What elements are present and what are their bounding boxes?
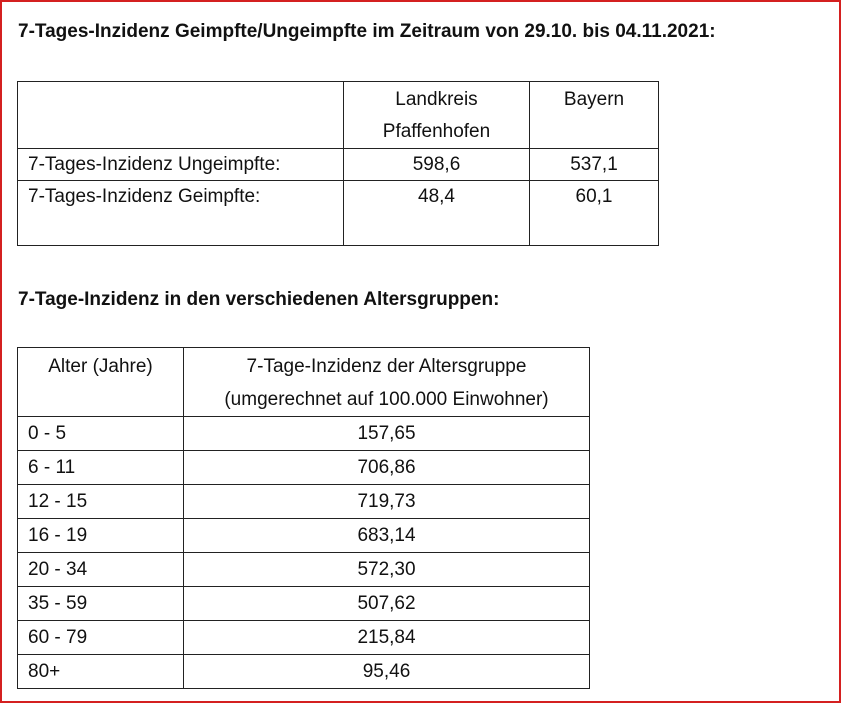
age-cell: 0 - 5 bbox=[18, 417, 184, 451]
age-group-incidence-table bbox=[17, 347, 590, 689]
age-cell: 35 - 59 bbox=[18, 587, 184, 621]
table-row bbox=[18, 149, 659, 181]
header-incidence-line1: 7-Tage-Inzidenz der Altersgruppe bbox=[246, 356, 527, 377]
incidence-cell: 706,86 bbox=[184, 451, 590, 485]
table-row bbox=[18, 621, 590, 655]
table-row bbox=[18, 553, 590, 587]
bayern-value: 537,1 bbox=[530, 149, 659, 181]
incidence-cell: 157,65 bbox=[184, 417, 590, 451]
table-row bbox=[18, 519, 590, 553]
heading-vaccination-incidence: 7-Tages-Inzidenz Geimpfte/Ungeimpfte im Zeitraum von 29.10. bis 04.11.2021: bbox=[18, 21, 716, 42]
table-row bbox=[18, 485, 590, 519]
header-incidence-line2: (umgerechnet auf 100.000 Einwohner) bbox=[224, 389, 549, 410]
header-empty-cell bbox=[18, 82, 344, 149]
age-cell: 80+ bbox=[18, 655, 184, 689]
heading-age-groups: 7-Tage-Inzidenz in den verschiedenen Altersgruppen: bbox=[18, 289, 500, 310]
table-row bbox=[18, 181, 659, 246]
header-incidence bbox=[184, 348, 590, 417]
table-header-row bbox=[18, 348, 590, 417]
age-cell: 6 - 11 bbox=[18, 451, 184, 485]
vaccination-incidence-table bbox=[17, 81, 659, 246]
table-row bbox=[18, 417, 590, 451]
header-age: Alter (Jahre) bbox=[18, 348, 184, 417]
header-bayern: Bayern bbox=[530, 82, 659, 149]
table-row bbox=[18, 587, 590, 621]
table-header-row bbox=[18, 82, 659, 149]
incidence-cell: 507,62 bbox=[184, 587, 590, 621]
incidence-cell: 95,46 bbox=[184, 655, 590, 689]
landkreis-value: 598,6 bbox=[344, 149, 530, 181]
header-landkreis-line1: Landkreis bbox=[395, 89, 478, 110]
header-landkreis bbox=[344, 82, 530, 149]
bayern-value: 60,1 bbox=[530, 181, 659, 246]
age-cell: 12 - 15 bbox=[18, 485, 184, 519]
incidence-cell: 215,84 bbox=[184, 621, 590, 655]
age-cell: 16 - 19 bbox=[18, 519, 184, 553]
header-landkreis-line2: Pfaffenhofen bbox=[382, 121, 491, 142]
incidence-cell: 719,73 bbox=[184, 485, 590, 519]
age-cell: 20 - 34 bbox=[18, 553, 184, 587]
incidence-cell: 683,14 bbox=[184, 519, 590, 553]
table-row bbox=[18, 655, 590, 689]
incidence-cell: 572,30 bbox=[184, 553, 590, 587]
table-row bbox=[18, 451, 590, 485]
age-cell: 60 - 79 bbox=[18, 621, 184, 655]
landkreis-value: 48,4 bbox=[344, 181, 530, 246]
row-label: 7-Tages-Inzidenz Ungeimpfte: bbox=[18, 149, 344, 181]
row-label: 7-Tages-Inzidenz Geimpfte: bbox=[18, 181, 344, 246]
